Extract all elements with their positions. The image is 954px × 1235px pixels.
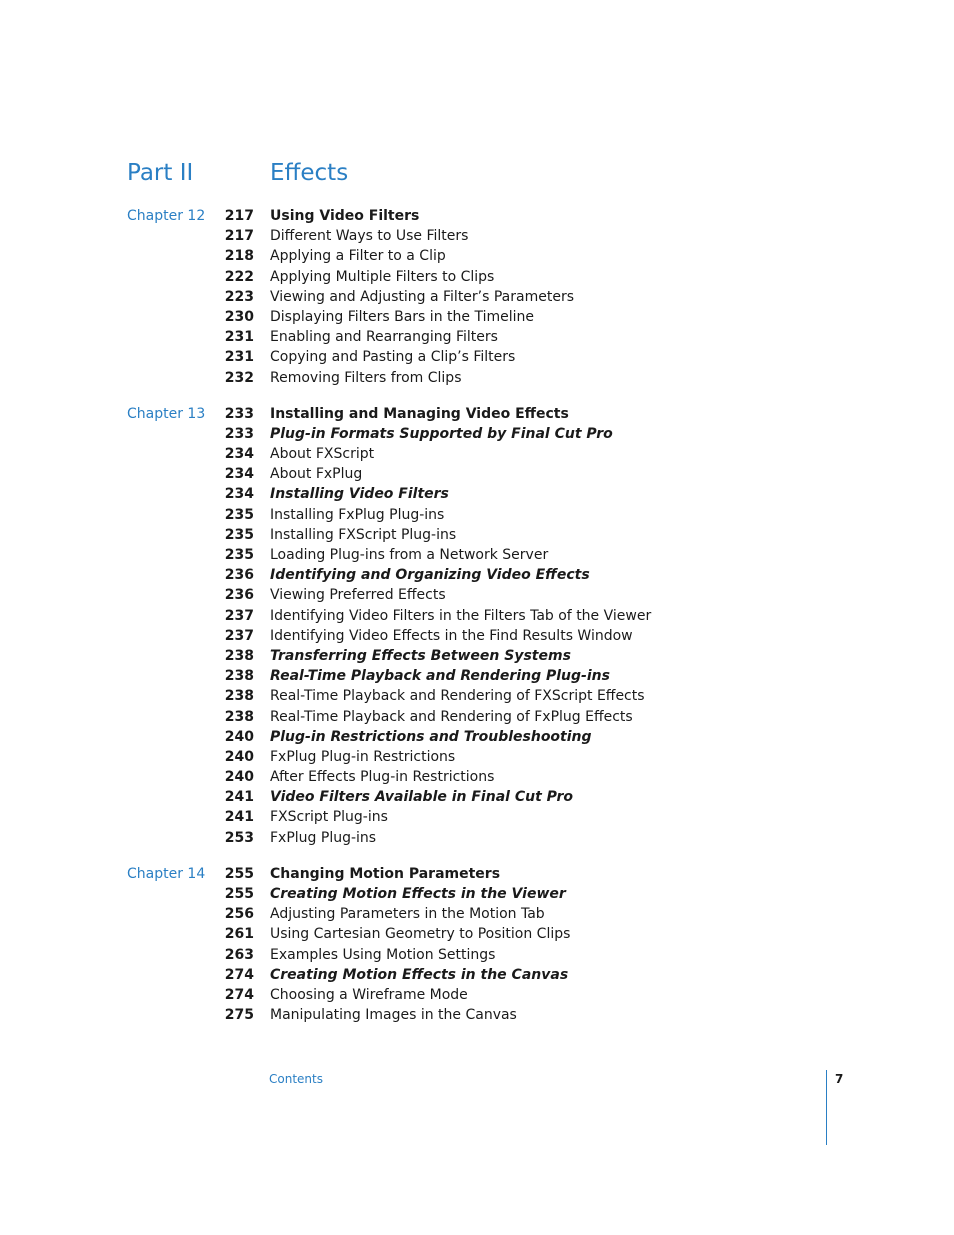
toc-entry[interactable] bbox=[0, 267, 954, 287]
toc-entry[interactable] bbox=[0, 686, 954, 706]
toc-entry-title: FxPlug Plug-ins bbox=[270, 829, 377, 846]
toc-page-number: 241 bbox=[224, 789, 254, 806]
toc-page-number: 237 bbox=[224, 607, 254, 624]
toc-entry[interactable] bbox=[0, 965, 954, 985]
toc-entry[interactable] bbox=[0, 666, 954, 686]
chapter-block bbox=[0, 864, 954, 1026]
toc-entry[interactable] bbox=[0, 1005, 954, 1025]
toc-entry-title: Plug-in Formats Supported by Final Cut Pro bbox=[270, 425, 613, 442]
part-label: Part II bbox=[127, 160, 194, 186]
toc-page-number: 255 bbox=[224, 865, 254, 882]
toc-entry[interactable] bbox=[0, 747, 954, 767]
toc-entry-title: Displaying Filters Bars in the Timeline bbox=[270, 308, 534, 325]
toc-entry[interactable] bbox=[0, 985, 954, 1005]
toc-page-number: 236 bbox=[224, 587, 254, 604]
page-number: 7 bbox=[835, 1072, 844, 1086]
toc-page-number: 240 bbox=[224, 728, 254, 745]
toc-entry-title: Identifying Video Effects in the Find Results Window bbox=[270, 627, 633, 644]
toc-entry-title: Applying Multiple Filters to Clips bbox=[270, 268, 495, 285]
toc-entry[interactable] bbox=[0, 828, 954, 848]
toc-entry[interactable] bbox=[0, 424, 954, 444]
toc-entry-title: Enabling and Rearranging Filters bbox=[270, 329, 498, 346]
toc-page-number: 263 bbox=[224, 946, 254, 963]
toc-entry-title: Using Video Filters bbox=[270, 208, 420, 224]
toc-entry[interactable] bbox=[0, 707, 954, 727]
toc-entry-title: Viewing and Adjusting a Filter’s Parameters bbox=[270, 288, 575, 305]
toc-page-number: 234 bbox=[224, 466, 254, 483]
toc-entry-title: Different Ways to Use Filters bbox=[270, 228, 469, 245]
toc-entry-title: Adjusting Parameters in the Motion Tab bbox=[270, 906, 545, 923]
toc-entry[interactable] bbox=[0, 505, 954, 525]
toc-entry[interactable] bbox=[0, 368, 954, 388]
toc-entry[interactable] bbox=[0, 884, 954, 904]
toc-entry[interactable] bbox=[0, 646, 954, 666]
chapter-label[interactable]: Chapter 13 bbox=[127, 405, 206, 422]
toc-entry[interactable] bbox=[0, 327, 954, 347]
toc-entry-title: About FXScript bbox=[270, 446, 375, 463]
toc-page-number: 235 bbox=[224, 506, 254, 523]
toc-entry-title: Transferring Effects Between Systems bbox=[270, 647, 571, 664]
chapter-label[interactable]: Chapter 12 bbox=[127, 208, 206, 224]
toc-page-number: 256 bbox=[224, 906, 254, 923]
toc-page-number: 230 bbox=[224, 308, 254, 325]
toc-page-number: 238 bbox=[224, 688, 254, 705]
toc-entry-title: Video Filters Available in Final Cut Pro bbox=[270, 789, 573, 806]
toc-entry[interactable] bbox=[0, 727, 954, 747]
toc-page-number: 235 bbox=[224, 547, 254, 563]
toc-entry-title: Using Cartesian Geometry to Position Clips bbox=[270, 926, 571, 943]
toc-entry-title: FxPlug Plug-in Restrictions bbox=[270, 748, 456, 765]
footer-divider bbox=[826, 1070, 827, 1145]
toc-page-number: 274 bbox=[224, 986, 254, 1003]
toc-page-number: 222 bbox=[224, 268, 254, 285]
chapter-block bbox=[0, 206, 954, 388]
toc-entry-title: After Effects Plug-in Restrictions bbox=[270, 769, 495, 786]
toc-page-number: 233 bbox=[224, 425, 254, 442]
toc-entry-title: Plug-in Restrictions and Troubleshooting bbox=[270, 728, 592, 745]
toc-page-number: 223 bbox=[224, 288, 254, 305]
chapter-label[interactable]: Chapter 14 bbox=[127, 865, 206, 882]
toc-page-number: 231 bbox=[224, 329, 254, 346]
toc-entry[interactable] bbox=[0, 307, 954, 327]
toc-entry[interactable] bbox=[0, 404, 954, 424]
toc-entry-title: Installing FxPlug Plug-ins bbox=[270, 506, 445, 523]
toc-page-number: 261 bbox=[224, 926, 254, 943]
toc-page-number: 217 bbox=[224, 228, 254, 245]
toc-entry-title: About FxPlug bbox=[270, 466, 363, 483]
toc-entry-title: Loading Plug-ins from a Network Server bbox=[270, 547, 549, 563]
toc-entry-title: Real-Time Playback and Rendering of FXScript Effects bbox=[270, 688, 645, 705]
toc-entry[interactable] bbox=[0, 287, 954, 307]
toc-entry-title: Installing Video Filters bbox=[270, 486, 449, 503]
toc-entry[interactable] bbox=[0, 464, 954, 484]
toc-page-number: 274 bbox=[224, 966, 254, 983]
toc-page-number: 236 bbox=[224, 567, 254, 584]
toc-page-number: 237 bbox=[224, 627, 254, 644]
toc-page-number: 238 bbox=[224, 668, 254, 685]
toc-entry[interactable] bbox=[0, 565, 954, 585]
toc-entry[interactable] bbox=[0, 525, 954, 545]
toc-entry[interactable] bbox=[0, 904, 954, 924]
toc-entry[interactable] bbox=[0, 626, 954, 646]
toc-page-number: 240 bbox=[224, 748, 254, 765]
toc-page-number: 275 bbox=[224, 1007, 254, 1024]
toc-page-number: 217 bbox=[224, 208, 254, 224]
chapter-block bbox=[0, 404, 954, 848]
toc-entry-title: Installing and Managing Video Effects bbox=[270, 405, 569, 422]
toc-entry-title: Choosing a Wireframe Mode bbox=[270, 986, 468, 1003]
toc-entry[interactable] bbox=[0, 807, 954, 827]
toc-page-number: 238 bbox=[224, 708, 254, 725]
toc-entry-title: Changing Motion Parameters bbox=[270, 865, 501, 882]
toc-page-number: 232 bbox=[224, 369, 254, 386]
toc-entry[interactable] bbox=[0, 347, 954, 367]
toc-page-number: 241 bbox=[224, 809, 254, 826]
footer-section-label[interactable]: Contents bbox=[269, 1072, 323, 1086]
toc-entry[interactable] bbox=[0, 864, 954, 884]
toc-entry-title: Installing FXScript Plug-ins bbox=[270, 526, 457, 543]
toc-entry[interactable] bbox=[0, 444, 954, 464]
toc-entry[interactable] bbox=[0, 484, 954, 504]
toc-page-number: 255 bbox=[224, 886, 254, 902]
toc-entry-title: Viewing Preferred Effects bbox=[270, 587, 446, 604]
toc-entry-title: Identifying and Organizing Video Effects bbox=[270, 567, 590, 584]
toc-entry-title: Real-Time Playback and Rendering Plug-ins bbox=[270, 668, 610, 685]
toc-page-number: 238 bbox=[224, 647, 254, 664]
toc-entry[interactable] bbox=[0, 787, 954, 807]
toc-entry[interactable] bbox=[0, 246, 954, 266]
toc-entry-title: Copying and Pasting a Clip’s Filters bbox=[270, 349, 516, 366]
toc-page-number: 253 bbox=[224, 829, 254, 846]
toc-entry[interactable] bbox=[0, 226, 954, 246]
toc-page-number: 240 bbox=[224, 769, 254, 786]
toc-entry[interactable] bbox=[0, 924, 954, 944]
toc-entry-title: Creating Motion Effects in the Canvas bbox=[270, 966, 569, 983]
toc-entry[interactable] bbox=[0, 585, 954, 605]
toc-page-number: 234 bbox=[224, 486, 254, 503]
toc-entry[interactable] bbox=[0, 606, 954, 626]
toc-entry-title: Creating Motion Effects in the Viewer bbox=[270, 886, 566, 902]
toc-entry-title: FXScript Plug-ins bbox=[270, 809, 388, 826]
toc-entry[interactable] bbox=[0, 767, 954, 787]
toc-entry[interactable] bbox=[0, 545, 954, 565]
part-title: Effects bbox=[270, 160, 349, 186]
toc-page-number: 233 bbox=[224, 405, 254, 422]
table-of-contents bbox=[0, 206, 954, 1041]
toc-page-number: 235 bbox=[224, 526, 254, 543]
toc-entry-title: Applying a Filter to a Clip bbox=[270, 248, 446, 265]
toc-page-number: 231 bbox=[224, 349, 254, 366]
toc-entry-title: Examples Using Motion Settings bbox=[270, 946, 496, 963]
toc-entry[interactable] bbox=[0, 945, 954, 965]
toc-entry-title: Removing Filters from Clips bbox=[270, 369, 462, 386]
toc-entry-title: Manipulating Images in the Canvas bbox=[270, 1007, 517, 1024]
toc-page-number: 234 bbox=[224, 446, 254, 463]
toc-entry[interactable] bbox=[0, 206, 954, 226]
toc-entry-title: Identifying Video Filters in the Filters Tab of the Viewer bbox=[270, 607, 652, 624]
toc-entry-title: Real-Time Playback and Rendering of FxPlug Effects bbox=[270, 708, 633, 725]
toc-page-number: 218 bbox=[224, 248, 254, 265]
